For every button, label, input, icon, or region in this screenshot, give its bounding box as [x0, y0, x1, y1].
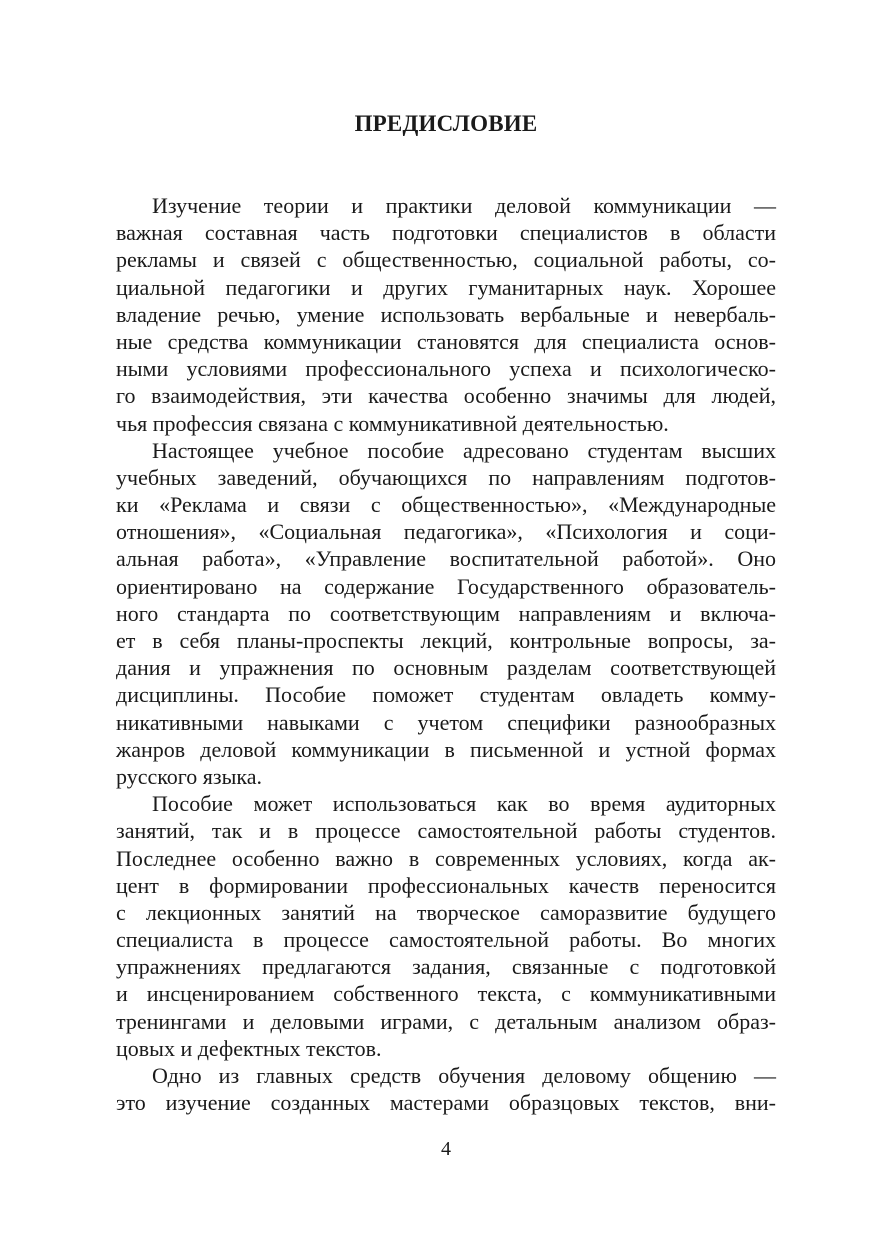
text-line: занятий, так и в процессе самостоятельной работы студентов.: [116, 818, 776, 844]
text-line: дисциплины. Пособие поможет студентам овладеть комму-: [116, 682, 776, 708]
text-line: Последнее особенно важно в современных условиях, когда ак-: [116, 845, 776, 871]
text-line: Одно из главных средств обучения деловому общению —: [152, 1063, 776, 1088]
text-line: жанров деловой коммуникации в письменной и устной формах: [116, 736, 776, 762]
text-line: с лекционных занятий на творческое саморазвитие будущего: [116, 899, 776, 925]
text-line: цовых и дефектных текстов.: [116, 1035, 382, 1061]
text-line: владение речью, умение использовать вербальные и невербаль-: [116, 301, 776, 327]
text-line: это изучение созданных мастерами образцовых текстов, вни-: [116, 1090, 776, 1116]
paragraph: [116, 1062, 776, 1116]
text-line: ные средства коммуникации становятся для специалиста основ-: [116, 328, 776, 354]
text-line: ными условиями профессионального успеха и психологическо-: [116, 356, 776, 382]
text-line: альная работа», «Управление воспитательной работой». Оно: [116, 546, 776, 572]
text-line: Пособие может использоваться как во время аудиторных: [152, 791, 776, 817]
paragraph: [116, 790, 776, 1062]
text-line: чья профессия связана с коммуникативной деятельностью.: [116, 410, 669, 436]
body-text: [116, 192, 776, 1116]
page-number: 4: [441, 1138, 451, 1160]
text-line: тренингами и деловыми играми, с детальным анализом образ-: [116, 1008, 776, 1034]
text-line: специалиста в процессе самостоятельной работы. Во многих: [116, 927, 776, 953]
text-line: и инсценированием собственного текста, с коммуникативными: [116, 981, 776, 1007]
text-line: рекламы и связей с общественностью, социальной работы, со-: [116, 247, 776, 273]
text-line: ет в себя планы-проспекты лекций, контрольные вопросы, за-: [116, 628, 776, 653]
text-line: циальной педагогики и других гуманитарных наук. Хорошее: [116, 274, 776, 300]
text-line: учебных заведений, обучающихся по направлениям подготов-: [116, 464, 776, 490]
text-line: го взаимодействия, эти качества особенно значимы для людей,: [116, 383, 776, 409]
text-line: Настоящее учебное пособие адресовано студентам высших: [152, 437, 776, 463]
page-title: ПРЕДИСЛОВИЕ: [354, 111, 538, 136]
text-line: ориентировано на содержание Государственного образователь-: [116, 573, 776, 599]
text-line: никативными навыками с учетом специфики разнообразных: [116, 709, 776, 735]
text-line: дания и упражнения по основным разделам соответствующей: [116, 655, 776, 681]
paragraph: [116, 192, 776, 437]
text-line: ки «Реклама и связи с общественностью», «Международные: [116, 492, 776, 518]
text-line: отношения», «Социальная педагогика», «Психология и соци-: [116, 519, 776, 545]
text-line: русского языка.: [116, 763, 262, 789]
text-line: цент в формировании профессиональных качеств переносится: [116, 872, 776, 898]
text-line: ного стандарта по соответствующим направлениям и включа-: [116, 600, 776, 626]
text-line: Изучение теории и практики деловой коммуникации —: [152, 193, 776, 218]
text-line: упражнениях предлагаются задания, связанные с подготовкой: [116, 954, 776, 980]
paragraph: [116, 437, 776, 790]
text-line: важная составная часть подготовки специалистов в области: [116, 220, 776, 246]
